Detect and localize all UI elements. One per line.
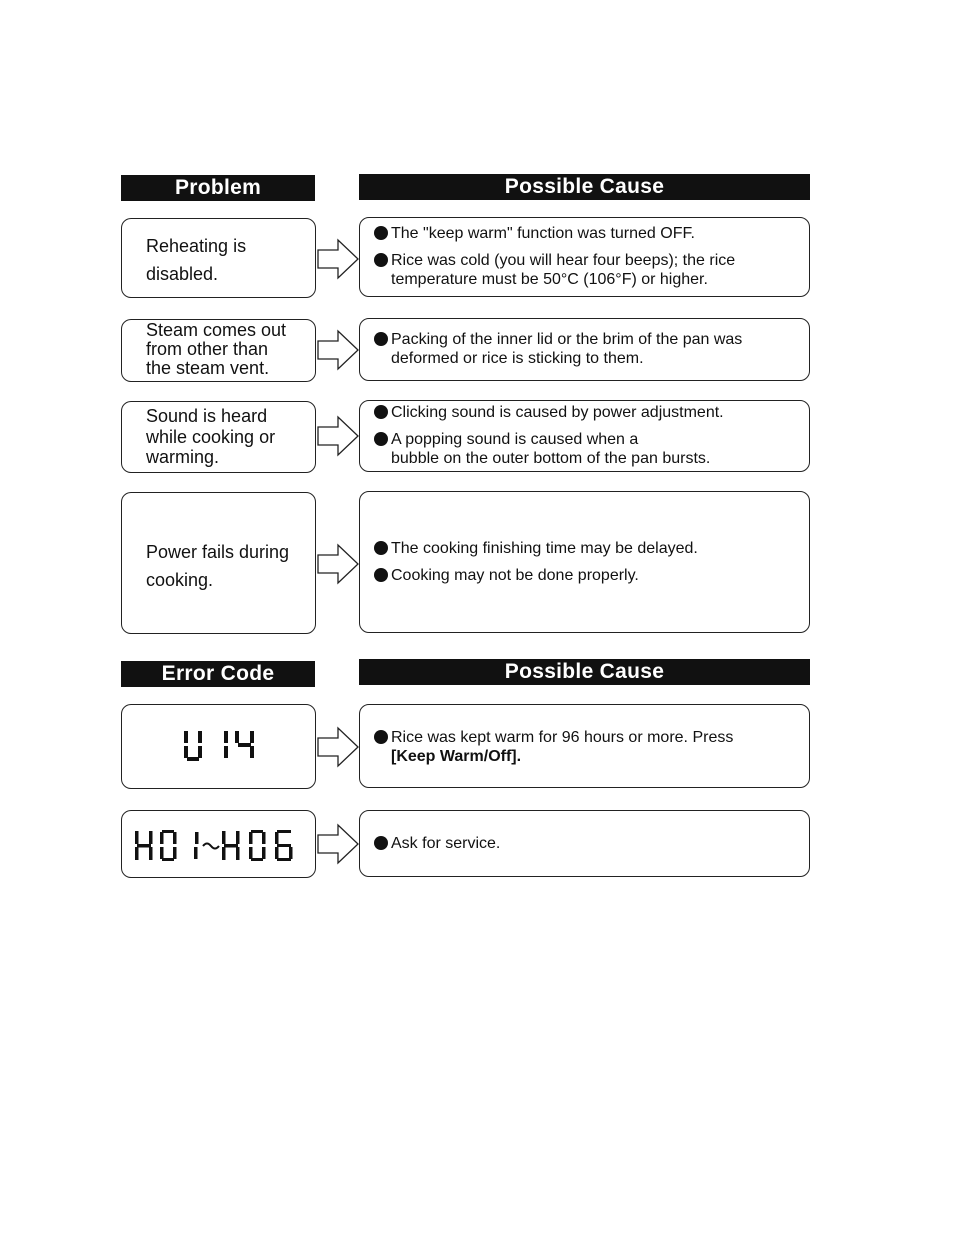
right-arrow-outline-icon — [316, 542, 360, 586]
error-code-display-u14 — [180, 728, 270, 764]
problem-text: Power fails during cooking. — [146, 542, 290, 590]
bullet-icon — [374, 253, 388, 267]
bullet-icon — [374, 432, 388, 446]
cause-list — [374, 224, 794, 289]
cause-item: Packing of the inner lid or the brim of the pan was deformed or rice is sticking to them. — [374, 330, 794, 368]
cause-item: Rice was cold (you will hear four beeps); the rice temperature must be 50°C (106°F) or higher. — [374, 251, 794, 289]
bullet-icon — [374, 332, 388, 346]
right-arrow-outline-icon — [316, 414, 360, 458]
cause-list — [374, 539, 794, 585]
bullet-icon — [374, 836, 388, 850]
bullet-icon — [374, 405, 388, 419]
bullet-icon — [374, 541, 388, 555]
error-code-header: Error Code — [121, 661, 315, 687]
cause-item: The cooking finishing time may be delayed. — [374, 539, 794, 558]
cause-item: Clicking sound is caused by power adjustment. — [374, 403, 794, 422]
bullet-icon — [374, 730, 388, 744]
right-arrow-outline-icon — [316, 237, 360, 281]
cause-item: Rice was kept warm for 96 hours or more. Press [Keep Warm/Off]. — [374, 728, 794, 766]
keep-warm-off-key-label: [Keep Warm/Off] — [391, 748, 517, 765]
problem-header: Problem — [121, 175, 315, 201]
cause-list — [374, 330, 794, 368]
cause-item: Cooking may not be done properly. — [374, 566, 794, 585]
cause-list — [374, 728, 794, 766]
problem-text: Sound is heard while cooking or warming. — [146, 406, 276, 467]
right-arrow-outline-icon — [316, 328, 360, 372]
possible-cause-header: Possible Cause — [359, 174, 810, 200]
problem-text: Steam comes out from other than the steam vent. — [146, 320, 287, 378]
right-arrow-outline-icon — [316, 822, 360, 866]
bullet-icon — [374, 226, 388, 240]
cause-item: The "keep warm" function was turned OFF. — [374, 224, 794, 243]
cause-item: A popping sound is caused when a bubble on the outer bottom of the pan bursts. — [374, 430, 794, 468]
bullet-icon — [374, 568, 388, 582]
problem-text: Reheating is disabled. — [146, 236, 247, 284]
error-code-display-h01-h06 — [133, 829, 303, 863]
possible-cause-header-2: Possible Cause — [359, 659, 810, 685]
right-arrow-outline-icon — [316, 725, 360, 769]
cause-list — [374, 403, 794, 468]
cause-item: Ask for service. — [374, 834, 794, 853]
cause-list — [374, 834, 794, 853]
